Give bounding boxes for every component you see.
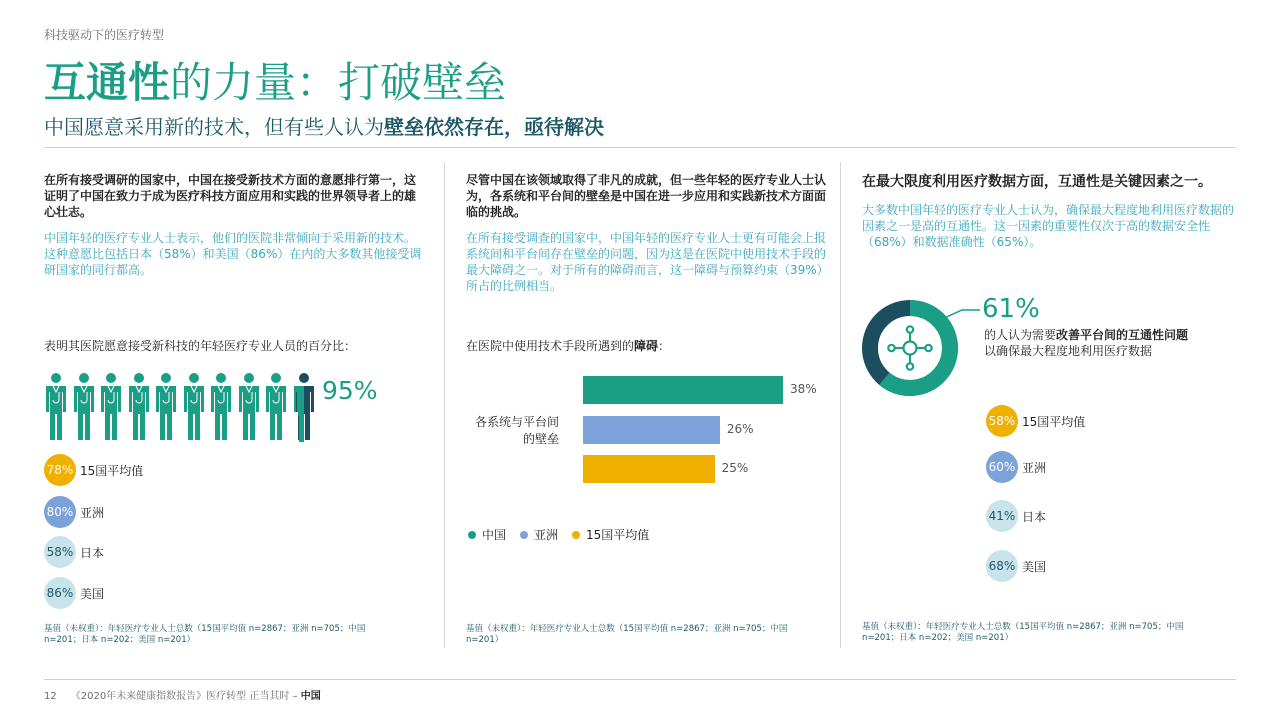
comparison-item	[986, 500, 1046, 532]
column-barriers	[466, 172, 828, 294]
bar-category-line1: 各系统与平台间	[474, 415, 559, 429]
donut-callout-bold: 改善平台间的互通性问题	[1056, 328, 1189, 342]
person-icon	[264, 372, 288, 442]
person-icon	[182, 372, 206, 442]
subtitle-bold: 壁垒依然存在，亟待解决	[384, 115, 604, 139]
donut-callout-suffix: 以确保最大程度地利用医疗数据	[984, 344, 1153, 358]
comparison-item	[44, 454, 143, 486]
comparison-item	[44, 496, 104, 528]
comparison-label: 美国	[1022, 559, 1047, 574]
network-hub-icon	[888, 326, 931, 369]
col1-body: 中国年轻的医疗专业人士表示，他们的医院非常倾向于采用新的技术。这种意愿比包括日本（58%）和美国（86%）在内的大多数其他接受调研国家的同行都高。	[44, 231, 422, 277]
col3-lead: 在最大限度利用医疗数据方面，互通性是关键因素之一。	[862, 174, 1212, 190]
comparison-label: 亚洲	[1022, 460, 1047, 475]
col1-big-percentage: 95%	[322, 376, 378, 405]
bar-category-label	[466, 414, 559, 448]
col3-footnote: 基值（未权重）：年轻医疗专业人士总数（15国平均值 n=2867；亚洲 n=705；中国 n=201；日本 n=202；美国 n=201）	[862, 622, 1184, 643]
percentage-bubble: 68%	[986, 550, 1018, 582]
legend-item	[520, 526, 558, 543]
bar-value-label: 25%	[721, 461, 749, 475]
person-icon	[44, 372, 68, 442]
bar-value-label: 26%	[726, 422, 754, 436]
col3-body: 大多数中国年轻的医疗专业人士认为，确保最大程度地利用医疗数据的因素之一是高的互通性。这一因素的重要性仅次于高的数据安全性（68%）和数据准确性（65%）。	[862, 203, 1235, 249]
legend-swatch	[468, 531, 476, 539]
percentage-bubble: 41%	[986, 500, 1018, 532]
col2-body: 在所有接受调查的国家中，中国年轻的医疗专业人士更有可能会上报系统间和平台间存在壁垒的问题，因为这是在医院中使用技术手段的最大障碍之一。对于所有的障碍而言，这一障碍与预算约束（39%）所占的比例相当。	[466, 231, 827, 293]
col2-chart-label	[466, 337, 670, 354]
comparison-item	[986, 451, 1046, 483]
percentage-bubble: 58%	[44, 536, 76, 568]
page-title-bold: 互通性	[44, 58, 171, 107]
person-icon	[127, 372, 151, 442]
comparison-item	[44, 536, 104, 568]
comparison-label: 亚洲	[80, 505, 105, 520]
column-interoperability	[862, 172, 1234, 250]
comparison-label: 美国	[80, 586, 105, 601]
comparison-label: 15国平均值	[1022, 414, 1086, 429]
person-icon	[209, 372, 233, 442]
bar-value-label: 38%	[790, 382, 817, 396]
legend-label: 15国平均值	[586, 528, 650, 542]
report-country: 中国	[300, 691, 321, 702]
col2-chart-label-bold: 障碍	[634, 339, 659, 353]
donut-callout-prefix: 的人认为需要	[984, 328, 1057, 342]
comparison-item	[986, 405, 1085, 437]
col2-footnote: 基值（未权重）：年轻医疗专业人士总数（15国平均值 n=2867；亚洲 n=705；中国 n=201）	[466, 624, 788, 645]
page-number: 12	[44, 691, 57, 702]
bar-1	[583, 376, 783, 404]
legend-item	[468, 526, 506, 543]
comparison-label: 日本	[80, 545, 105, 560]
legend-swatch	[572, 531, 580, 539]
percentage-bubble: 60%	[986, 451, 1018, 483]
person-icon	[292, 372, 316, 442]
legend-item	[572, 526, 649, 543]
people-pictogram	[44, 372, 319, 442]
page-subtitle	[44, 111, 604, 140]
col1-lead: 在所有接受调研的国家中，中国在接受新技术方面的意愿排行第一，这证明了中国在致力于成为医疗科技方面应用和实践的世界领导者上的雄心壮志。	[44, 173, 417, 219]
legend-label: 亚洲	[534, 528, 559, 542]
col1-footnote: 基值（未权重）：年轻医疗专业人士总数（15国平均值 n=2867；亚洲 n=705；中国 n=201；日本 n=202；美国 n=201）	[44, 624, 366, 645]
person-icon	[154, 372, 178, 442]
percentage-bubble: 78%	[44, 454, 76, 486]
footer-divider	[44, 679, 1236, 680]
comparison-item	[44, 577, 104, 609]
percentage-bubble: 80%	[44, 496, 76, 528]
person-icon	[99, 372, 123, 442]
percentage-bubble: 58%	[986, 405, 1018, 437]
callout-leader-line	[940, 302, 980, 322]
comparison-label: 日本	[1022, 509, 1047, 524]
person-icon	[237, 372, 261, 442]
section-kicker: 科技驱动下的医疗转型	[44, 28, 165, 42]
percentage-bubble: 86%	[44, 577, 76, 609]
comparison-item	[986, 550, 1046, 582]
comparison-label: 15国平均值	[80, 463, 144, 478]
col2-chart-label-plain: 在医院中使用技术手段所遇到的	[466, 339, 635, 353]
bar-3	[583, 455, 715, 483]
report-name: 《2020年未来健康指数报告》医疗转型 正当其时 –	[70, 691, 298, 702]
person-icon	[72, 372, 96, 442]
donut-callout	[984, 327, 1194, 359]
page-title-rest: 的力量：打破壁垒	[170, 58, 507, 107]
column-divider-2	[840, 162, 841, 648]
col2-lead: 尽管中国在该领域取得了非凡的成就，但一些年轻的医疗专业人士认为，各系统和平台间的壁垒是中国在进一步应用和实践新技术方面面临的挑战。	[466, 173, 827, 219]
bar-2	[583, 416, 720, 444]
page-footer	[44, 687, 321, 702]
bar-category-line2: 的壁垒	[522, 432, 559, 446]
col1-chart-label: 表明其医院愿意接受新科技的年轻医疗专业人员的百分比：	[44, 339, 357, 353]
bar-chart-legend	[468, 526, 663, 543]
column-divider-1	[444, 162, 445, 648]
legend-label: 中国	[482, 528, 507, 542]
donut-percentage: 61%	[982, 294, 1040, 324]
subtitle-plain: 中国愿意采用新的技术，但有些人认为	[44, 115, 384, 139]
page-title	[44, 58, 506, 108]
col2-chart-label-end: ：	[658, 339, 671, 353]
column-adoption	[44, 172, 424, 278]
legend-swatch	[520, 531, 528, 539]
header-divider	[44, 147, 1236, 148]
